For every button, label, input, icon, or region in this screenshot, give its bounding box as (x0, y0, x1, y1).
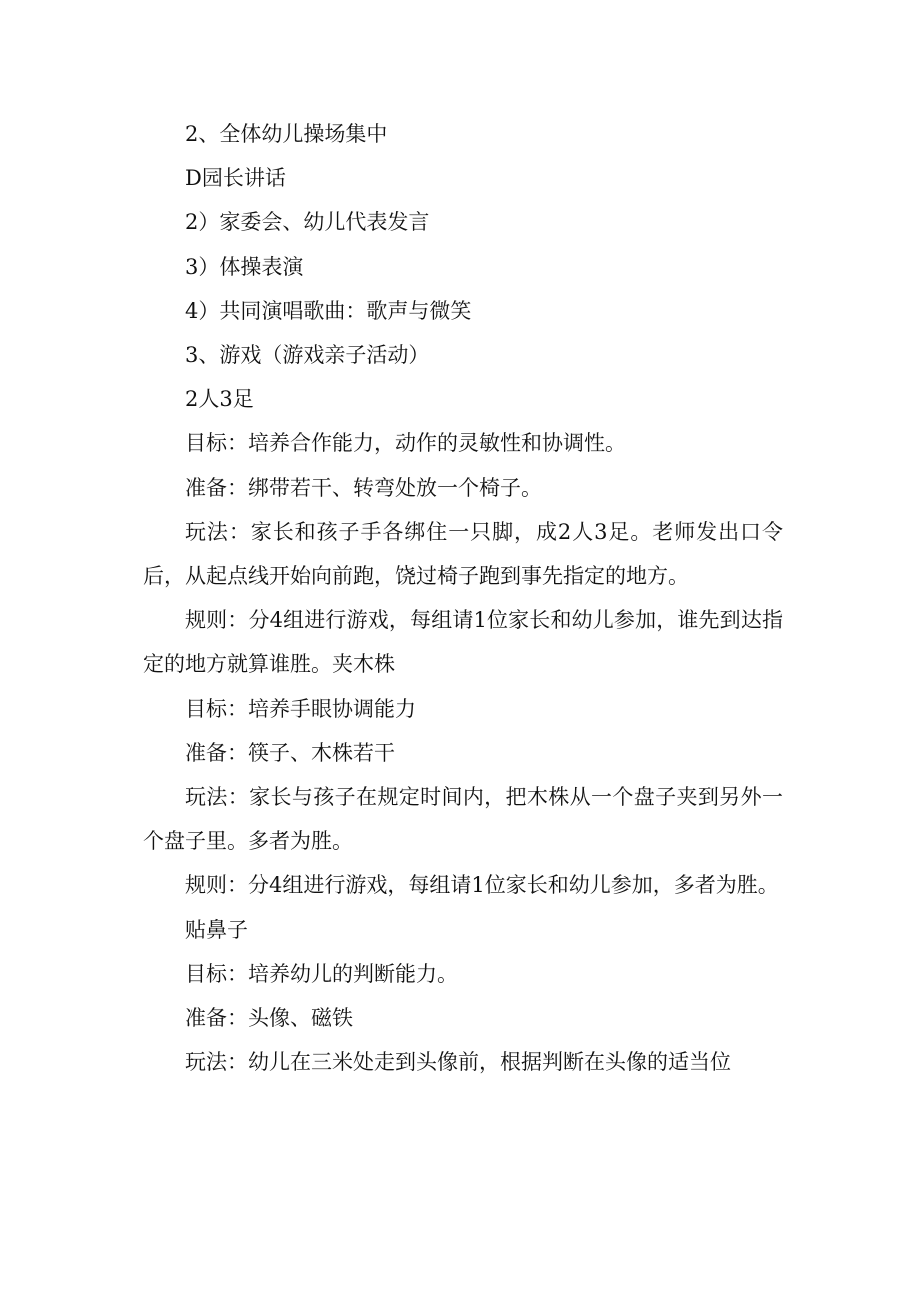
paragraph: 2人3足 (185, 387, 254, 412)
paragraph: 准备：绑带若干、转弯处放一个椅子。 (185, 475, 542, 500)
paragraph: 3）体操表演 (185, 254, 304, 279)
paragraph: 目标：培养手眼协调能力 (185, 696, 416, 721)
paragraph: 玩法：家长和孩子手各绑住一只脚，成2人3足。老师发出口令后，从起点线开始向前跑，饶过椅子跑到事先指定的地方。 (143, 519, 783, 589)
document-body (143, 112, 783, 1084)
paragraph: 目标：培养合作能力，动作的灵敏性和协调性。 (185, 431, 626, 456)
paragraph: 规则：分4组进行游戏，每组请1位家长和幼儿参加，多者为胜。 (185, 873, 779, 898)
paragraph: 准备：头像、磁铁 (185, 1006, 353, 1031)
paragraph: 4）共同演唱歌曲：歌声与微笑 (185, 298, 472, 323)
paragraph: D园长讲话 (185, 166, 286, 191)
paragraph: 准备：筷子、木株若干 (185, 740, 395, 765)
paragraph: 贴鼻子 (185, 917, 248, 942)
paragraph: 2、全体幼儿操场集中 (185, 122, 388, 146)
paragraph: 规则：分4组进行游戏，每组请1位家长和幼儿参加，谁先到达指定的地方就算谁胜。夹木株 (143, 608, 783, 677)
paragraph: 目标：培养幼儿的判断能力。 (185, 961, 458, 986)
paragraph: 2）家委会、幼儿代表发言 (185, 210, 430, 235)
paragraph: 3、游戏（游戏亲子活动） (185, 343, 430, 368)
paragraph: 玩法：幼儿在三米处走到头像前，根据判断在头像的适当位 (185, 1050, 731, 1075)
paragraph: 玩法：家长与孩子在规定时间内，把木株从一个盘子夹到另外一个盘子里。多者为胜。 (143, 785, 783, 854)
